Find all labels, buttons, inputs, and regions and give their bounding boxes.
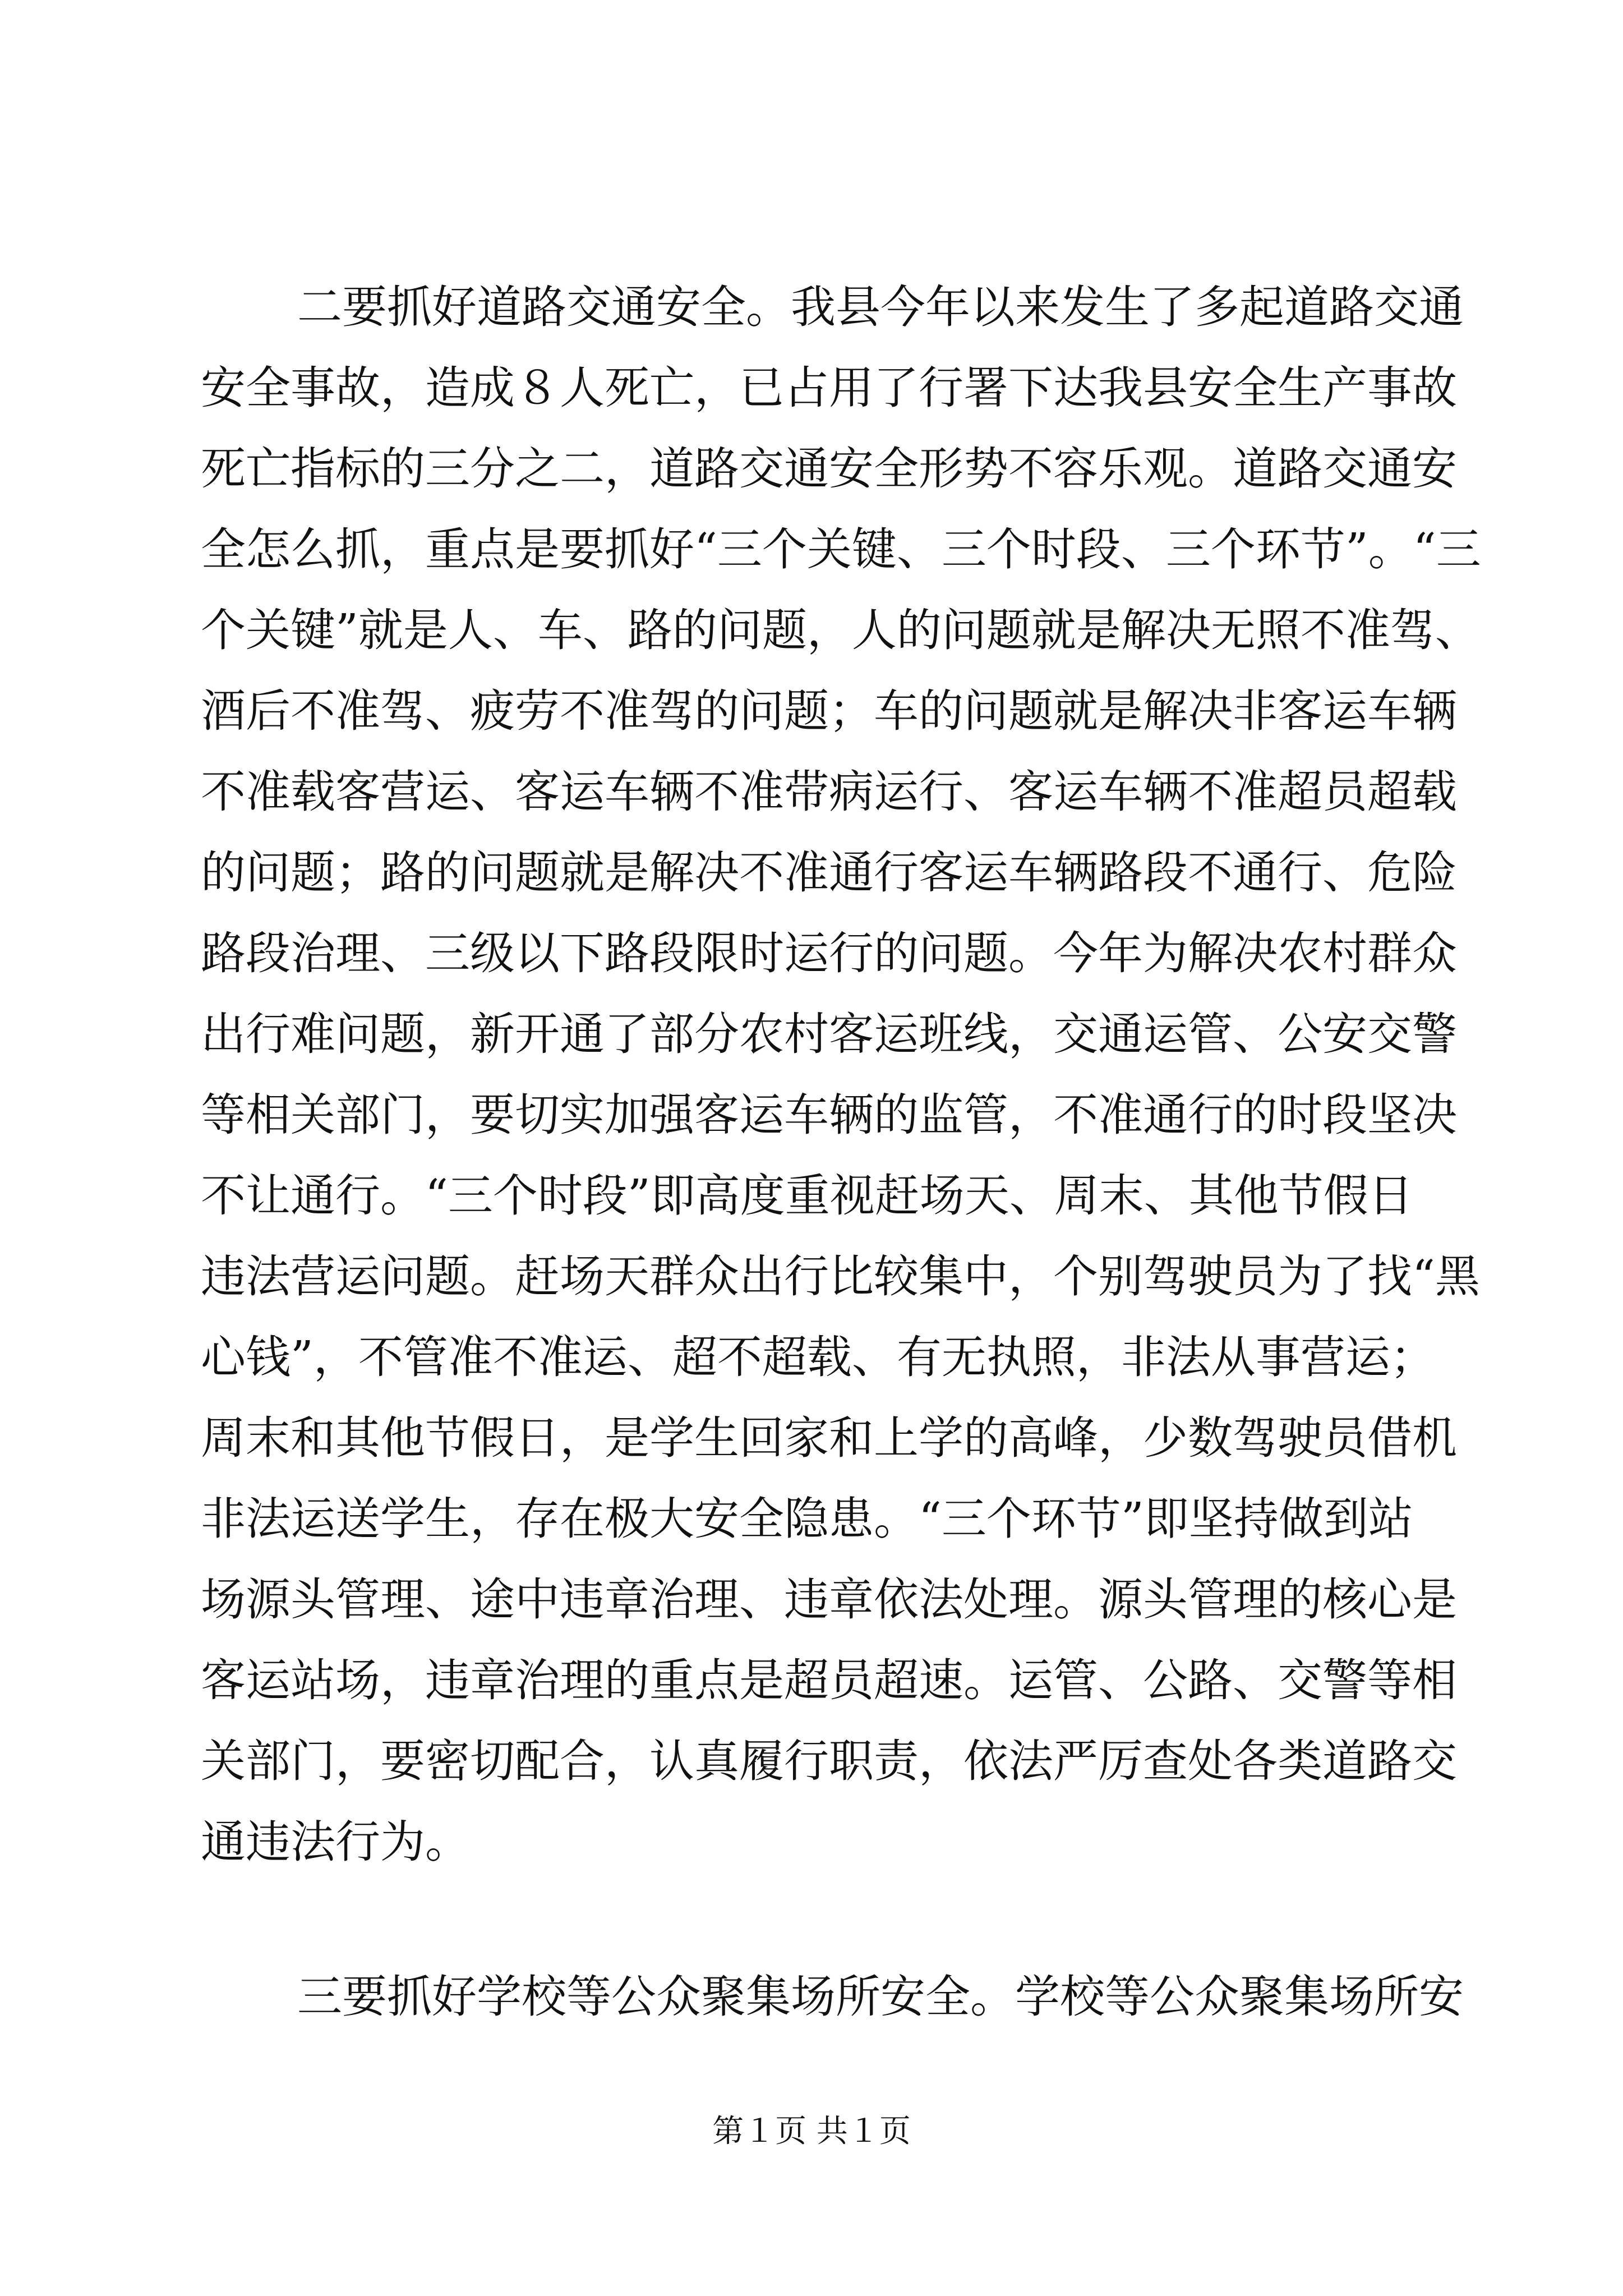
paragraph-line: 不准载客营运、客运车辆不准带病运行、客运车辆不准超员超载 xyxy=(201,766,1457,818)
paragraph-line: 二要抓好道路交通安全。我县今年以来发生了多起道路交通 xyxy=(297,281,1464,333)
paragraph-line: 违法营运问题。赶场天群众出行比较集中，个别驾驶员为了找“黑 xyxy=(201,1250,1480,1303)
text-line xyxy=(0,920,1623,987)
paragraph-line: 客运站场，违章治理的重点是超员超速。运管、公路、交警等相 xyxy=(201,1654,1457,1706)
paragraph-line: 全怎么抓，重点是要抓好“三个关键、三个时段、三个环节”。“三 xyxy=(201,523,1481,576)
text-line xyxy=(0,1162,1623,1230)
text-line xyxy=(0,758,1623,826)
text-line xyxy=(0,1566,1623,1634)
text-line xyxy=(0,1485,1623,1553)
text-line xyxy=(0,1647,1623,1714)
paragraph-line: 非法运送学生，存在极大安全隐患。“三个环节”即坚持做到站 xyxy=(201,1493,1413,1545)
paragraph-line: 出行难问题，新开通了部分农村客运班线，交通运管、公安交警 xyxy=(201,1008,1457,1060)
text-line xyxy=(0,678,1623,745)
text-line xyxy=(0,435,1623,503)
paragraph-line: 的问题；路的问题就是解决不准通行客运车辆路段不通行、危险 xyxy=(201,846,1457,899)
paragraph-line: 关部门，要密切配合，认真履行职责，依法严厉查处各类道路交 xyxy=(201,1735,1457,1787)
text-line xyxy=(0,1243,1623,1310)
text-line xyxy=(0,1324,1623,1391)
paragraph-line: 场源头管理、途中违章治理、违章依法处理。源头管理的核心是 xyxy=(201,1573,1457,1626)
text-line xyxy=(0,1082,1623,1149)
paragraph-line: 心钱”，不管准不准运、超不超载、有无执照，非法从事营运； xyxy=(201,1331,1435,1383)
paragraph-line: 等相关部门，要切实加强客运车辆的监管，不准通行的时段坚决 xyxy=(201,1089,1457,1141)
text-line xyxy=(0,1963,1623,2031)
text-line xyxy=(0,1405,1623,1472)
paragraph-line: 个关键”就是人、车、路的问题，人的问题就是解决无照不准驾、 xyxy=(201,604,1480,656)
text-line xyxy=(0,355,1623,422)
paragraph-line: 路段治理、三级以下路段限时运行的问题。今年为解决农村群众 xyxy=(201,927,1457,979)
paragraph-line: 安全事故，造成８人死亡，已占用了行署下达我县安全生产事故 xyxy=(201,362,1457,414)
paragraph-line: 通违法行为。 xyxy=(201,1816,470,1868)
text-line xyxy=(0,516,1623,583)
paragraph-line: 酒后不准驾、疲劳不准驾的问题；车的问题就是解决非客运车辆 xyxy=(201,685,1457,737)
text-line xyxy=(0,1001,1623,1068)
page-footer xyxy=(0,2109,1623,2154)
text-line xyxy=(0,839,1623,907)
paragraph-line: 周末和其他节假日，是学生回家和上学的高峰，少数驾驶员借机 xyxy=(201,1412,1457,1464)
paragraph-line: 不让通行。“三个时段”即高度重视赶场天、周末、其他节假日 xyxy=(201,1170,1413,1222)
text-line xyxy=(0,1809,1623,1876)
text-line xyxy=(0,597,1623,664)
paragraph-line: 死亡指标的三分之二，道路交通安全形势不容乐观。道路交通安 xyxy=(201,443,1457,495)
text-line xyxy=(0,1728,1623,1795)
paragraph-line: 三要抓好学校等公众聚集场所安全。学校等公众聚集场所安 xyxy=(297,1971,1464,2023)
page-number-label: 第１页 共１页 xyxy=(712,2113,911,2150)
text-line xyxy=(0,274,1623,341)
